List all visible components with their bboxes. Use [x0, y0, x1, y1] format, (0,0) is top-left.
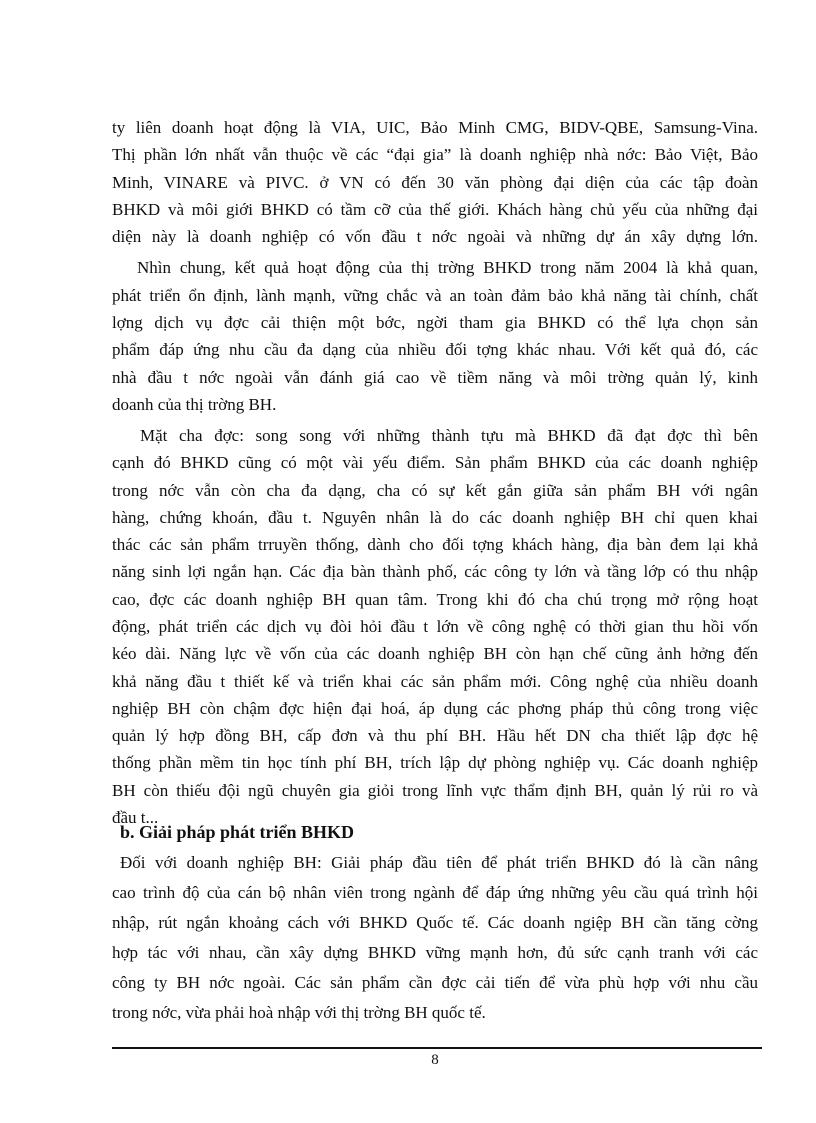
text-line: hàng, chứng khoán, đầu t. Nguyên nhân là do các doanh nghiệp BH chỉ quen khai: [112, 508, 758, 527]
text-line: thống phần mềm tin học tính phí BH, trích lập dự phòng nghiệp vụ. Các doanh nghiệp: [112, 753, 758, 772]
text-line: quản lý hợp đồng BH, cấp đơn và thu phí BH. Hầu hết DN cha thiết lập đợc hệ: [112, 726, 758, 745]
text-line: lợng dịch vụ đợc cải thiện một bớc, ngời tham gia BHKD có thể lựa chọn sản: [112, 313, 758, 332]
text-line: phẩm đáp ứng nhu cầu đa dạng của nhiều đối tợng khác nhau. Với kết quả đó, các: [112, 340, 758, 359]
text-line: động, phát triển các dịch vụ đòi hỏi đầu t lớn về công nghệ có thời gian thu hồi vốn: [112, 617, 758, 636]
text-line: Thị phần lớn nhất vẫn thuộc về các “đại gia” là doanh nghiệp nhà nớc: Bảo Việt, Bảo: [112, 145, 758, 164]
paragraph-first-line: Nhìn chung, kết quả hoạt động của thị trờng BHKD trong năm 2004 là khả quan,: [137, 258, 758, 277]
text-line: cạnh đó BHKD cũng có một vài yếu điểm. Sản phẩm BHKD của các doanh nghiệp: [112, 453, 758, 472]
text-line: BHKD và môi giới BHKD có tầm cỡ của thế giới. Khách hàng chủ yếu của những đại: [112, 200, 758, 219]
text-line: khả năng đầu t thiết kế và triển khai các sản phẩm mới. Công nghệ của nhiều doanh: [112, 672, 758, 691]
text-line: nghiệp BH còn chậm đợc hiện đại hoá, áp dụng các phơng pháp thủ công trong việc: [112, 699, 758, 718]
text-line: nhập, rút ngắn khoảng cách với BHKD Quốc tế. Các doanh ngiệp BH cần tăng cờng: [112, 913, 758, 932]
paragraph-first-line: Mặt cha đợc: song song với những thành tựu mà BHKD đã đạt đợc thì bên: [140, 426, 758, 445]
paragraph-first-line: Đối với doanh nghiệp BH: Giải pháp đầu tiên để phát triển BHKD đó là cần nâng: [120, 853, 758, 872]
text-line: hợp tác với nhau, cần xây dựng BHKD vững mạnh hơn, đủ sức cạnh tranh với các: [112, 943, 758, 962]
text-line: nhà đầu t nớc ngoài vẫn đánh giá cao về tiềm năng và môi trờng quản lý, kinh: [112, 368, 758, 387]
text-line: năng sinh lợi ngắn hạn. Các địa bàn thành phố, các công ty lớn và tầng lớp có thu nhập: [112, 562, 758, 581]
section-heading: b. Giải pháp phát triển BHKD: [120, 822, 355, 842]
text-line: cao, đợc các doanh nghiệp BH quan tâm. Trong khi đó cha chú trọng mở rộng hoạt: [112, 590, 758, 609]
text-line: đầu t...: [112, 808, 159, 827]
footer-rule: [112, 1047, 762, 1049]
text-line: doanh của thị trờng BH.: [112, 395, 277, 414]
text-line: ty liên doanh hoạt động là VIA, UIC, Bảo Minh CMG, BIDV-QBE, Samsung-Vina.: [112, 118, 758, 137]
text-line: diện này là doanh nghiệp có vốn đầu t nớc ngoài và những dự án xây dựng lớn.: [112, 227, 758, 246]
text-line: kéo dài. Năng lực về vốn của các doanh nghiệp BH còn hạn chế cũng ảnh hởng đến: [112, 644, 758, 663]
text-line: công ty BH nớc ngoài. Các sản phẩm cần đợc cải tiến để vừa phù hợp với nhu cầu: [112, 973, 758, 992]
text-line: trong nớc vẫn còn cha đa dạng, cha có sự kết gắn giữa sản phẩm BH với ngân: [112, 481, 758, 500]
text-line: BH còn thiếu đội ngũ chuyên gia giỏi trong lĩnh vực thẩm định BH, quản lý rủi ro và: [112, 781, 758, 800]
text-line: cao trình độ của cán bộ nhân viên trong ngành để đáp ứng những yêu cầu quá trình hội: [112, 883, 758, 902]
text-line: Minh, VINARE và PIVC. ở VN có đến 30 văn phòng đại diện của các tập đoàn: [112, 173, 758, 192]
text-line: phát triển ổn định, lành mạnh, vững chắc và an toàn đảm bảo khả năng tài chính, chất: [112, 286, 758, 305]
text-line: trong nớc, vừa phải hoà nhập với thị trờng BH quốc tế.: [112, 1003, 486, 1022]
page-number: 8: [431, 1052, 439, 1068]
text-line: thác các sản phẩm trruyền thống, dành cho đối tợng khách hàng, địa bàn đem lại khả: [112, 535, 758, 554]
